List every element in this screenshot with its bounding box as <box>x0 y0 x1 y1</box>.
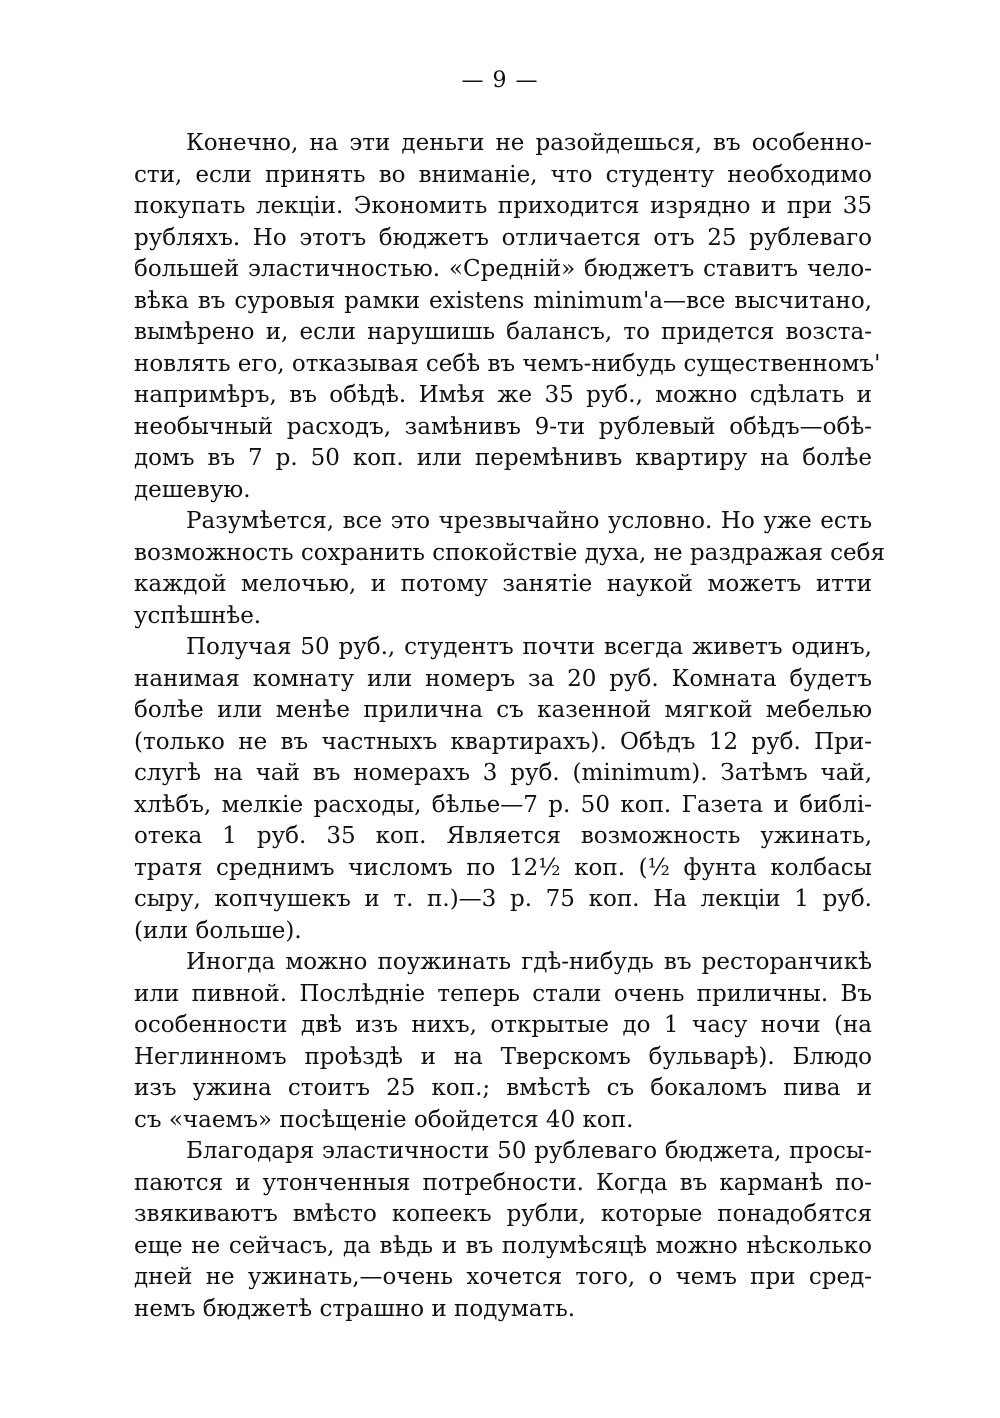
text-line: звякиваютъ вмѣсто копеекъ рубли, которые понадобятся <box>134 1201 872 1227</box>
text-line: вымѣрено и, если нарушишь балансъ, то придется возста- <box>134 319 872 345</box>
text-line: большей эластичностью. «Средній» бюджетъ ставитъ чело- <box>134 256 872 282</box>
text-line: хлѣбъ, мелкіе расходы, бѣлье—7 р. 50 коп. Газета и библі- <box>134 791 872 818</box>
text-line: Благодаря эластичности 50 рублеваго бюджета, просы- <box>186 1138 872 1164</box>
text-line: особенности двѣ изъ нихъ, открытые до 1 часу ночи (на <box>134 1012 872 1038</box>
text-line: успѣшнѣе. <box>134 602 262 629</box>
text-line: болѣе или менѣе прилична съ казенной мягкой мебелью <box>134 697 872 723</box>
text-line: возможность сохранить спокойствіе духа, не раздражая себя <box>134 539 886 566</box>
body-text <box>134 128 886 1325</box>
text-line: Конечно, на эти деньги не разойдешься, въ особенно- <box>186 130 872 156</box>
text-line: каждой мелочью, и потому занятіе наукой можетъ итти <box>134 571 872 597</box>
text-line: домъ въ 7 р. 50 коп. или перемѣнивъ квартиру на болѣе <box>134 445 872 471</box>
text-line: новлять его, отказывая себѣ въ чемъ-нибудь существенномъ' <box>134 350 881 377</box>
page-number: — 9 — <box>461 68 539 93</box>
text-line: слугѣ на чай въ номерахъ 3 руб. (minimum). Затѣмъ чай, <box>134 760 872 786</box>
text-line: еще не сейчасъ, да вѣдь и въ полумѣсяцѣ можно нѣсколько <box>134 1232 872 1259</box>
text-line: необычный расходъ, замѣнивъ 9-ти рублевый обѣдъ—обѣ- <box>134 413 872 440</box>
text-line: изъ ужина стоитъ 25 коп.; вмѣстѣ съ бокаломъ пива и <box>134 1075 872 1101</box>
text-line: (только не въ частныхъ квартирахъ). Обѣдъ 12 руб. При- <box>134 728 872 755</box>
text-line: Иногда можно поужинать гдѣ-нибудь въ ресторанчикѣ <box>186 949 872 975</box>
text-line: нанимая комнату или номеръ за 20 руб. Комната будетъ <box>134 665 872 692</box>
text-line: паются и утонченныя потребности. Когда въ карманѣ по- <box>134 1169 872 1196</box>
text-line: дешевую. <box>134 476 251 503</box>
text-line: вѣка въ суровыя рамки existens minimum'а—все высчитано, <box>134 287 872 314</box>
text-line: немъ бюджетѣ страшно и подумать. <box>134 1295 576 1322</box>
text-line: отека 1 руб. 35 коп. Является возможность ужинать, <box>134 823 872 849</box>
text-line: дней не ужинать,—очень хочется того, о чемъ при сред- <box>134 1264 872 1290</box>
text-line: сти, если принять во вниманіе, что студенту необходимо <box>134 161 872 188</box>
text-line: Получая 50 руб., студентъ почти всегда живетъ одинъ, <box>186 634 872 660</box>
text-line: съ «чаемъ» посѣщеніе обойдется 40 коп. <box>134 1106 634 1133</box>
text-line: Неглинномъ проѣздѣ и на Тверскомъ бульварѣ). Блюдо <box>134 1043 872 1070</box>
text-line: тратя среднимъ числомъ по 12½ коп. (½ фунта колбасы <box>134 854 872 881</box>
text-line: (или больше). <box>134 917 302 944</box>
text-line: или пивной. Послѣдніе теперь стали очень приличны. Въ <box>134 980 872 1007</box>
text-line: сыру, копчушекъ и т. п.)—3 р. 75 коп. На лекціи 1 руб. <box>134 886 872 912</box>
text-line: Разумѣется, все это чрезвычайно условно. Но уже есть <box>186 508 872 534</box>
text-line: напримѣръ, въ обѣдѣ. Имѣя же 35 руб., можно сдѣлать и <box>134 382 872 408</box>
text-line: рубляхъ. Но этотъ бюджетъ отличается отъ 25 рублеваго <box>134 224 872 251</box>
text-line: покупать лекціи. Экономить приходится изрядно и при 35 <box>134 193 872 219</box>
